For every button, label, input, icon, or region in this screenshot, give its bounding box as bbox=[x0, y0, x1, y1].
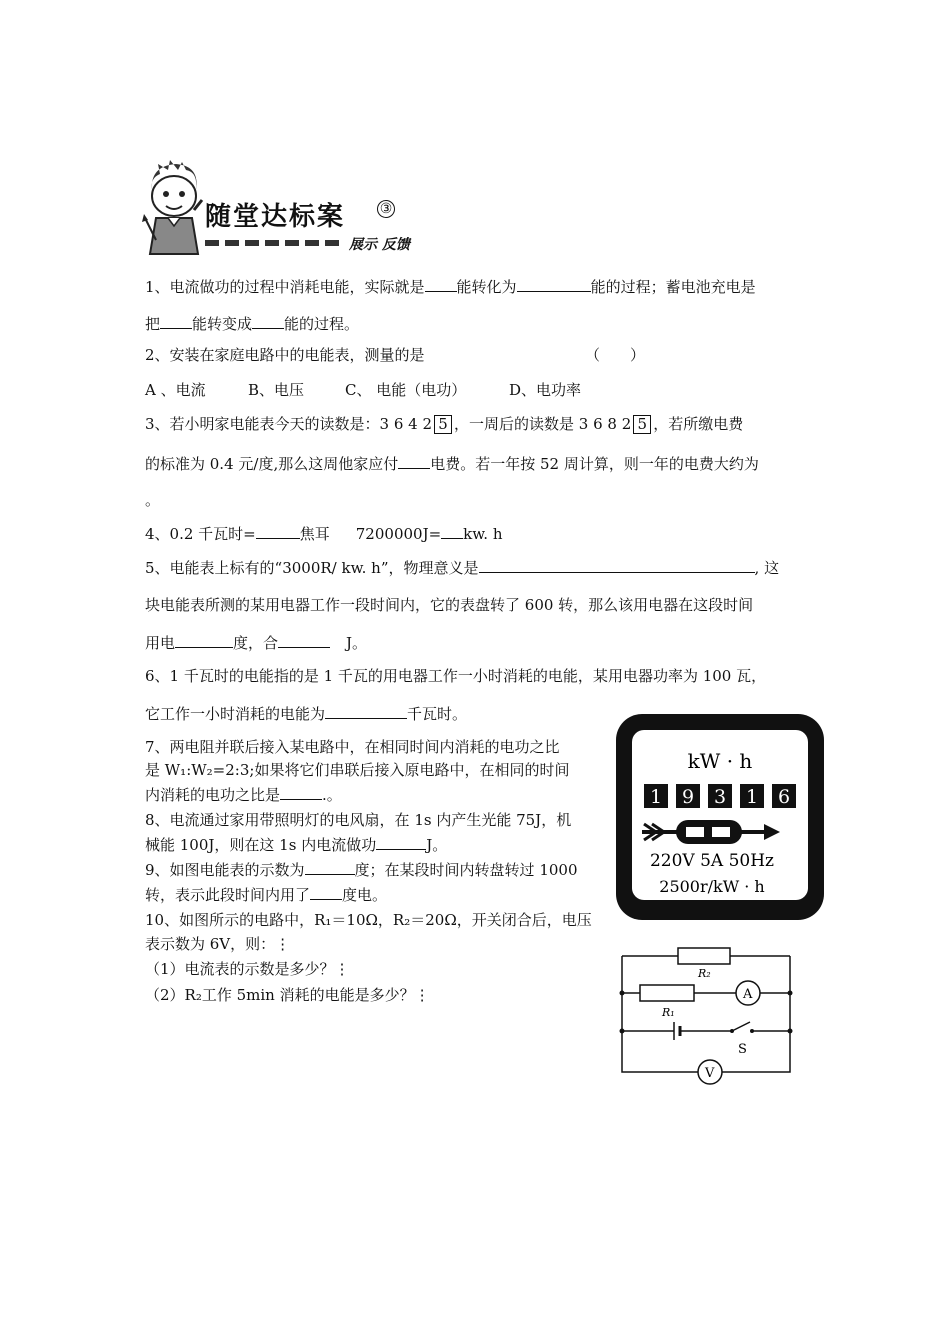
question-10-part1: （1）电流表的示数是多少？⋮ bbox=[145, 960, 350, 978]
blank[interactable] bbox=[425, 276, 457, 292]
question-9-b: 转，表示此段时间内用了 度电。 bbox=[145, 886, 388, 904]
blank[interactable] bbox=[376, 834, 426, 850]
meter-unit: kW · h bbox=[687, 749, 753, 773]
blank[interactable] bbox=[160, 313, 192, 329]
option-d[interactable]: D、电功率 bbox=[509, 381, 582, 399]
header-divider bbox=[205, 240, 345, 246]
blank[interactable] bbox=[280, 784, 322, 800]
question-2: 2、安装在家庭电路中的电能表，测量的是 （ ） bbox=[145, 346, 646, 364]
blank[interactable] bbox=[175, 632, 233, 648]
option-c[interactable]: C、 电能（电功） bbox=[345, 381, 467, 399]
meter-digit: 1 bbox=[649, 786, 663, 808]
question-7: 7、两电阻并联后接入某电路中，在相同时间内消耗的电功之比 bbox=[145, 738, 560, 756]
question-7-b: 是 W₁:W₂=2:3;如果将它们串联后接入原电路中，在相同的时间 bbox=[145, 761, 570, 779]
blank[interactable] bbox=[517, 276, 591, 292]
question-5: 5、电能表上标有的“3000R/ kw. h”，物理意义是 , 这 bbox=[145, 559, 780, 577]
question-3-end: 。 bbox=[145, 491, 161, 509]
option-b[interactable]: B、电压 bbox=[248, 381, 305, 399]
cartoon-boy-icon bbox=[142, 160, 208, 256]
meter-digit: 6 bbox=[777, 786, 791, 808]
header-number: ③ bbox=[377, 200, 395, 218]
question-10-part2: （2）R₂工作 5min 消耗的电能是多少？⋮ bbox=[145, 986, 430, 1004]
question-8-b: 械能 100J，则在这 1s 内电流做功 J。 bbox=[145, 836, 448, 854]
question-10: 10、如图所示的电路中，R₁＝10Ω，R₂＝20Ω，开关闭合后，电压 bbox=[145, 911, 592, 929]
switch-label: S bbox=[738, 1042, 747, 1057]
question-3: 3、若小明家电能表今天的读数是：3 6 4 2 5 ，一周后的读数是 3 6 8 2 5 ，若所缴电费 bbox=[145, 415, 744, 433]
blank[interactable] bbox=[479, 557, 755, 573]
meter-digit: 1 bbox=[745, 786, 759, 808]
option-a[interactable]: A 、电流 bbox=[145, 381, 206, 399]
question-1: 1、电流做功的过程中消耗电能，实际就是 能转化为 能的过程；蓄电池充电是 bbox=[145, 278, 756, 296]
energy-meter-figure bbox=[614, 712, 826, 922]
blank[interactable] bbox=[278, 632, 330, 648]
question-7-c: 内消耗的电功之比是 .。 bbox=[145, 786, 342, 804]
answer-paren: （ ） bbox=[585, 346, 646, 364]
ammeter-label: A bbox=[743, 987, 753, 1002]
meter-digit: 3 bbox=[713, 786, 727, 808]
meter-rating: 220V 5A 50Hz bbox=[649, 851, 775, 871]
question-6-cont: 它工作一小时消耗的电能为 千瓦时。 bbox=[145, 705, 468, 723]
blank[interactable] bbox=[252, 313, 284, 329]
question-2-options bbox=[145, 380, 582, 400]
meter-digit-box: 5 bbox=[434, 415, 452, 434]
blank[interactable] bbox=[256, 523, 300, 539]
voltmeter-label: V bbox=[705, 1066, 715, 1081]
blank[interactable] bbox=[325, 703, 407, 719]
blank[interactable] bbox=[398, 453, 430, 469]
question-9: 9、如图电能表的示数为 度；在某段时间内转盘转过 1000 bbox=[145, 861, 578, 879]
question-1-cont: 把 能转变成 能的过程。 bbox=[145, 315, 360, 333]
question-8: 8、电流通过家用带照明灯的电风扇，在 1s 内产生光能 75J，机 bbox=[145, 811, 572, 829]
question-4: 4、0.2 千瓦时= 焦耳 7200000J= kw. h bbox=[145, 525, 503, 543]
header-subtitle: 展示 反馈 bbox=[349, 237, 410, 253]
blank[interactable] bbox=[441, 523, 463, 539]
label-r1: R₁ bbox=[662, 1006, 675, 1019]
question-5-end: 用电 度，合 J。 bbox=[145, 634, 368, 652]
blank[interactable] bbox=[305, 859, 355, 875]
circuit-diagram bbox=[612, 938, 798, 1086]
label-r2: R₂ bbox=[698, 967, 711, 980]
question-10-b: 表示数为 6V，则：⋮ bbox=[145, 935, 291, 953]
question-3-cont: 的标准为 0.4 元/度,那么这周他家应付 电费。若一年按 52 周计算，则一年的电费大约为 bbox=[145, 455, 759, 473]
question-6: 6、1 千瓦时的电能指的是 1 千瓦的用电器工作一小时消耗的电能，某用电器功率为 100 瓦， bbox=[145, 667, 767, 685]
meter-constant: 2500r/kW · h bbox=[659, 877, 765, 896]
header-title: 随堂达标案 bbox=[205, 202, 346, 232]
blank[interactable] bbox=[310, 884, 342, 900]
meter-digit: 9 bbox=[681, 786, 695, 808]
meter-digit-box: 5 bbox=[633, 415, 651, 434]
question-5-cont: 块电能表所测的某用电器工作一段时间内，它的表盘转了 600 转，那么该用电器在这段时间 bbox=[145, 596, 754, 614]
